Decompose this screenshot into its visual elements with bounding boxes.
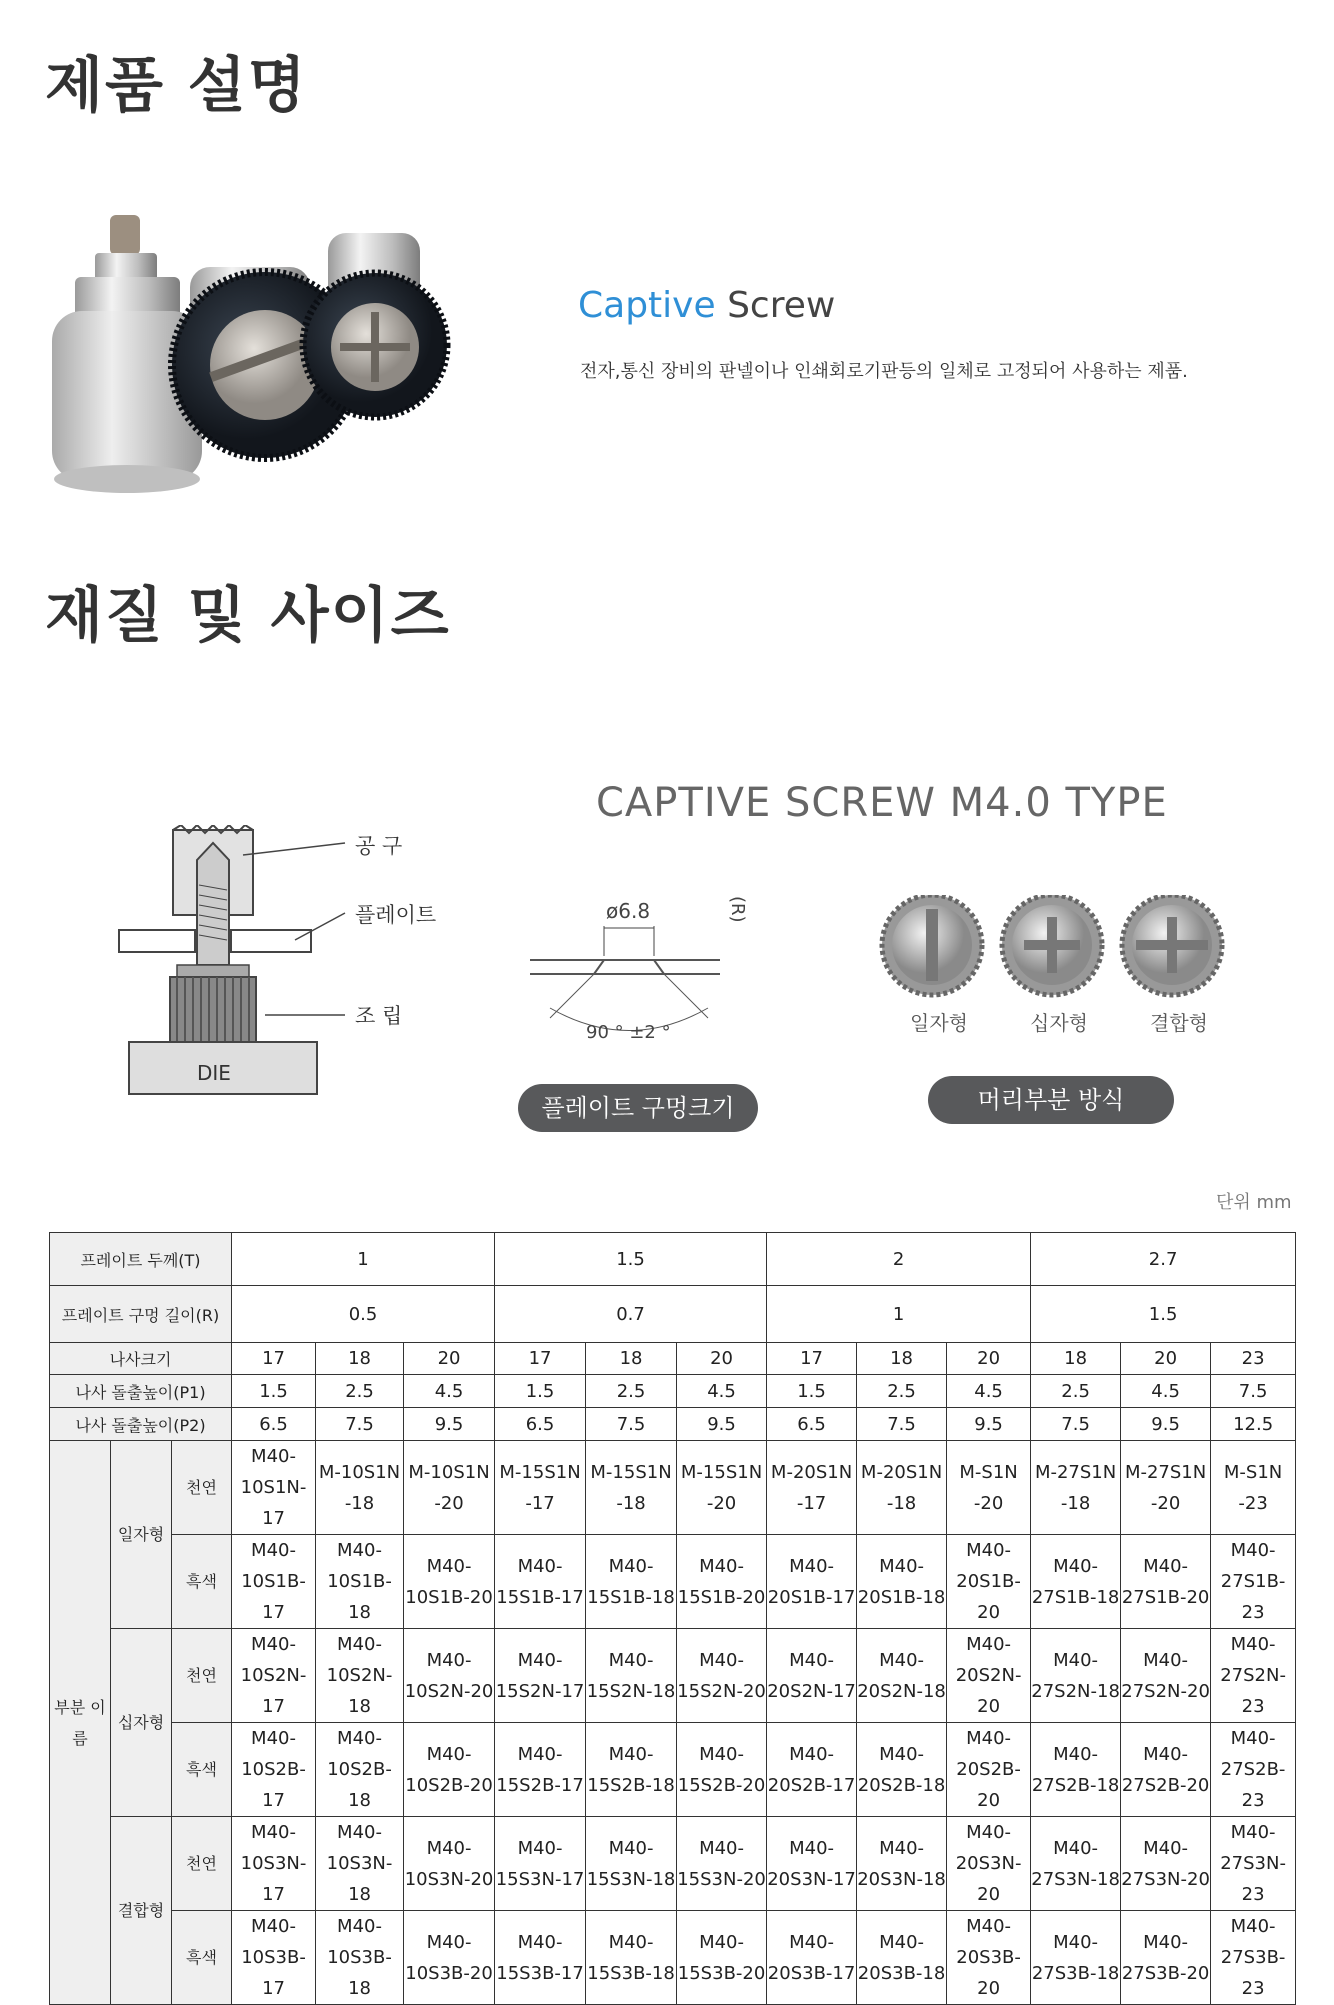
head-flat xyxy=(882,895,982,995)
part-number-cell: M40- 20S1B-20 xyxy=(947,1535,1031,1629)
part-number-cell: M40- 20S1B-17 xyxy=(767,1535,857,1629)
size-cell: 18 xyxy=(586,1343,677,1375)
color-cell: 흑색 xyxy=(172,1911,232,2005)
size-cell: 20 xyxy=(404,1343,495,1375)
p2-cell: 6.5 xyxy=(232,1408,316,1441)
section-title-material-size: 재질 및 사이즈 xyxy=(45,581,451,651)
part-number-cell: M40- 15S3N-17 xyxy=(495,1817,586,1911)
part-number-cell: M-10S1N -18 xyxy=(316,1441,404,1535)
row-thickness xyxy=(50,1233,1296,1286)
part-number-cell: M40- 20S2B-17 xyxy=(767,1723,857,1817)
part-number-cell: M40- 27S2B-23 xyxy=(1211,1723,1296,1817)
p2-cell: 9.5 xyxy=(404,1408,495,1441)
part-number-cell: M40- 10S2B-18 xyxy=(316,1723,404,1817)
size-cell: 17 xyxy=(232,1343,316,1375)
size-cell: 17 xyxy=(767,1343,857,1375)
row-size xyxy=(50,1343,1296,1375)
row-part xyxy=(50,1723,1296,1817)
section-title-description: 제품 설명 xyxy=(45,51,308,121)
part-number-cell: M40- 15S2B-18 xyxy=(586,1723,677,1817)
part-number-cell: M40- 27S1B-23 xyxy=(1211,1535,1296,1629)
header-p1: 나사 돌출높이(P1) xyxy=(50,1375,232,1408)
pill-plate-hole-size: 플레이트 구멍크기 xyxy=(518,1084,758,1132)
part-number-cell: M40- 15S2B-17 xyxy=(495,1723,586,1817)
part-number-cell: M40- 20S3B-17 xyxy=(767,1911,857,2005)
header-hole-depth: 프레이트 구멍 길이(R) xyxy=(50,1286,232,1343)
hole-depth-cell: 1 xyxy=(767,1286,1031,1343)
type-name-cell: 십자형 xyxy=(111,1629,172,1817)
size-cell: 18 xyxy=(857,1343,947,1375)
part-number-cell: M-15S1N -17 xyxy=(495,1441,586,1535)
head-flat-label: 일자형 xyxy=(910,1011,968,1035)
part-number-cell: M40- 15S2N-20 xyxy=(677,1629,767,1723)
assembly-diagram xyxy=(115,825,445,1105)
p1-cell: 1.5 xyxy=(767,1375,857,1408)
color-cell: 천연 xyxy=(172,1629,232,1723)
part-number-cell: M40- 10S3N-17 xyxy=(232,1817,316,1911)
row-part xyxy=(50,1817,1296,1911)
p1-cell: 4.5 xyxy=(404,1375,495,1408)
part-number-cell: M-S1N -20 xyxy=(947,1441,1031,1535)
part-number-cell: M40- 10S2B-17 xyxy=(232,1723,316,1817)
part-number-cell: M40- 15S1B-18 xyxy=(586,1535,677,1629)
part-number-cell: M40- 15S1B-20 xyxy=(677,1535,767,1629)
part-number-cell: M40- 27S1B-20 xyxy=(1121,1535,1211,1629)
part-number-cell: M40- 10S3B-20 xyxy=(404,1911,495,2005)
part-number-cell: M40- 27S3N-18 xyxy=(1031,1817,1121,1911)
part-number-cell: M40- 15S3N-20 xyxy=(677,1817,767,1911)
part-number-cell: M-20S1N -18 xyxy=(857,1441,947,1535)
p2-cell: 12.5 xyxy=(1211,1408,1296,1441)
header-size: 나사크기 xyxy=(50,1343,232,1375)
part-name-header: 부분 이름 xyxy=(50,1441,111,2005)
part-number-cell: M40- 20S3B-20 xyxy=(947,1911,1031,2005)
part-number-cell: M40- 20S3N-20 xyxy=(947,1817,1031,1911)
hole-angle-label: 90 ° ±2 ° xyxy=(586,1022,671,1043)
row-p2 xyxy=(50,1408,1296,1441)
captive-screw-heading: Captive Screw xyxy=(578,285,836,326)
part-number-cell: M40- 15S2N-18 xyxy=(586,1629,677,1723)
part-number-cell: M40- 27S2B-20 xyxy=(1121,1723,1211,1817)
product-photo xyxy=(40,215,510,515)
head-types-diagram xyxy=(872,895,1232,1045)
part-number-cell: M40- 27S1B-18 xyxy=(1031,1535,1121,1629)
part-number-cell: M40- 27S2N-18 xyxy=(1031,1629,1121,1723)
size-cell: 20 xyxy=(677,1343,767,1375)
part-number-cell: M40- 20S2N-20 xyxy=(947,1629,1031,1723)
row-part xyxy=(50,1535,1296,1629)
pill-head-type: 머리부분 방식 xyxy=(928,1076,1174,1124)
size-cell: 20 xyxy=(947,1343,1031,1375)
part-number-cell: M-27S1N -20 xyxy=(1121,1441,1211,1535)
part-number-cell: M40- 20S1B-18 xyxy=(857,1535,947,1629)
p1-cell: 4.5 xyxy=(947,1375,1031,1408)
part-number-cell: M40- 15S3B-18 xyxy=(586,1911,677,2005)
part-number-cell: M40- 20S3B-18 xyxy=(857,1911,947,2005)
part-number-cell: M40- 10S2N-20 xyxy=(404,1629,495,1723)
part-number-cell: M-10S1N -20 xyxy=(404,1441,495,1535)
label-assembly: 조 립 xyxy=(355,1004,403,1028)
part-number-cell: M40- 20S2N-17 xyxy=(767,1629,857,1723)
thickness-cell: 2 xyxy=(767,1233,1031,1286)
part-number-cell: M40- 10S3N-18 xyxy=(316,1817,404,1911)
head-cross-label: 십자형 xyxy=(1030,1011,1088,1035)
row-part xyxy=(50,1441,1296,1535)
plate-hole-diagram xyxy=(520,888,760,1048)
hole-depth-cell: 0.7 xyxy=(495,1286,767,1343)
p2-cell: 7.5 xyxy=(316,1408,404,1441)
p1-cell: 2.5 xyxy=(1031,1375,1121,1408)
head-combo xyxy=(1122,895,1222,995)
hole-r-label: (R) xyxy=(727,896,748,923)
header-thickness: 프레이트 두께(T) xyxy=(50,1233,232,1286)
part-number-cell: M40- 27S2N-20 xyxy=(1121,1629,1211,1723)
row-hole-depth xyxy=(50,1286,1296,1343)
p2-cell: 6.5 xyxy=(495,1408,586,1441)
part-number-cell: M40- 10S1B-17 xyxy=(232,1535,316,1629)
part-number-cell: M40- 27S2B-18 xyxy=(1031,1723,1121,1817)
spec-table xyxy=(49,1232,1296,2005)
row-p1 xyxy=(50,1375,1296,1408)
row-part xyxy=(50,1911,1296,2005)
part-number-cell: M-15S1N -20 xyxy=(677,1441,767,1535)
hole-depth-cell: 0.5 xyxy=(232,1286,495,1343)
part-number-cell: M40- 27S2N-23 xyxy=(1211,1629,1296,1723)
part-number-cell: M-27S1N -18 xyxy=(1031,1441,1121,1535)
part-number-cell: M40- 20S2B-18 xyxy=(857,1723,947,1817)
p1-cell: 2.5 xyxy=(857,1375,947,1408)
p1-cell: 1.5 xyxy=(232,1375,316,1408)
p1-cell: 2.5 xyxy=(586,1375,677,1408)
part-number-cell: M40- 20S3N-18 xyxy=(857,1817,947,1911)
p2-cell: 9.5 xyxy=(677,1408,767,1441)
part-number-cell: M40- 20S2B-20 xyxy=(947,1723,1031,1817)
part-number-cell: M40- 10S1B-20 xyxy=(404,1535,495,1629)
p1-cell: 2.5 xyxy=(316,1375,404,1408)
part-number-cell: M40- 15S3B-20 xyxy=(677,1911,767,2005)
part-number-cell: M40- 10S1N-17 xyxy=(232,1441,316,1535)
type-name-cell: 일자형 xyxy=(111,1441,172,1629)
color-cell: 천연 xyxy=(172,1817,232,1911)
size-cell: 18 xyxy=(316,1343,404,1375)
thickness-cell: 1 xyxy=(232,1233,495,1286)
p1-cell: 4.5 xyxy=(677,1375,767,1408)
p2-cell: 9.5 xyxy=(947,1408,1031,1441)
color-cell: 흑색 xyxy=(172,1535,232,1629)
p1-cell: 4.5 xyxy=(1121,1375,1211,1408)
part-number-cell: M40- 15S2N-17 xyxy=(495,1629,586,1723)
label-die: DIE xyxy=(197,1061,231,1085)
m4-type-title: CAPTIVE SCREW M4.0 TYPE xyxy=(596,780,1168,826)
part-number-cell: M40- 15S3N-18 xyxy=(586,1817,677,1911)
row-part xyxy=(50,1629,1296,1723)
p2-cell: 7.5 xyxy=(1031,1408,1121,1441)
part-number-cell: M40- 10S3N-20 xyxy=(404,1817,495,1911)
part-number-cell: M40- 20S3N-17 xyxy=(767,1817,857,1911)
p1-cell: 1.5 xyxy=(495,1375,586,1408)
product-description: 전자,통신 장비의 판넬이나 인쇄회로기판등의 일체로 고정되어 사용하는 제품. xyxy=(580,361,1188,382)
thickness-cell: 1.5 xyxy=(495,1233,767,1286)
part-number-cell: M40- 10S2B-20 xyxy=(404,1723,495,1817)
head-combo-label: 결합형 xyxy=(1150,1011,1208,1035)
size-cell: 17 xyxy=(495,1343,586,1375)
size-cell: 20 xyxy=(1121,1343,1211,1375)
p2-cell: 9.5 xyxy=(1121,1408,1211,1441)
type-name-cell: 결합형 xyxy=(111,1817,172,2005)
color-cell: 천연 xyxy=(172,1441,232,1535)
part-number-cell: M-S1N -23 xyxy=(1211,1441,1296,1535)
label-plate: 플레이트 xyxy=(355,903,437,927)
p2-cell: 6.5 xyxy=(767,1408,857,1441)
head-cross xyxy=(1002,895,1102,995)
color-cell: 흑색 xyxy=(172,1723,232,1817)
part-number-cell: M40- 15S2B-20 xyxy=(677,1723,767,1817)
hole-depth-cell: 1.5 xyxy=(1031,1286,1296,1343)
part-number-cell: M40- 10S1B-18 xyxy=(316,1535,404,1629)
part-number-cell: M40- 27S3B-23 xyxy=(1211,1911,1296,2005)
part-number-cell: M40- 15S1B-17 xyxy=(495,1535,586,1629)
part-number-cell: M40- 20S2N-18 xyxy=(857,1629,947,1723)
thickness-cell: 2.7 xyxy=(1031,1233,1296,1286)
part-number-cell: M40- 10S2N-17 xyxy=(232,1629,316,1723)
part-number-cell: M40- 10S2N-18 xyxy=(316,1629,404,1723)
p1-cell: 7.5 xyxy=(1211,1375,1296,1408)
p2-cell: 7.5 xyxy=(586,1408,677,1441)
part-number-cell: M40- 27S3B-20 xyxy=(1121,1911,1211,2005)
p2-cell: 7.5 xyxy=(857,1408,947,1441)
part-number-cell: M40- 27S3B-18 xyxy=(1031,1911,1121,2005)
part-number-cell: M40- 27S3N-20 xyxy=(1121,1817,1211,1911)
unit-label: 단위 mm xyxy=(1216,1192,1292,1213)
part-number-cell: M40- 27S3N-23 xyxy=(1211,1817,1296,1911)
part-number-cell: M-20S1N -17 xyxy=(767,1441,857,1535)
header-p2: 나사 돌출높이(P2) xyxy=(50,1408,232,1441)
part-number-cell: M40- 10S3B-17 xyxy=(232,1911,316,2005)
hole-diameter-label: ø6.8 xyxy=(606,899,651,923)
part-number-cell: M-15S1N -18 xyxy=(586,1441,677,1535)
part-number-cell: M40- 10S3B-18 xyxy=(316,1911,404,2005)
label-tool: 공 구 xyxy=(355,834,403,858)
size-cell: 18 xyxy=(1031,1343,1121,1375)
part-number-cell: M40- 15S3B-17 xyxy=(495,1911,586,2005)
size-cell: 23 xyxy=(1211,1343,1296,1375)
